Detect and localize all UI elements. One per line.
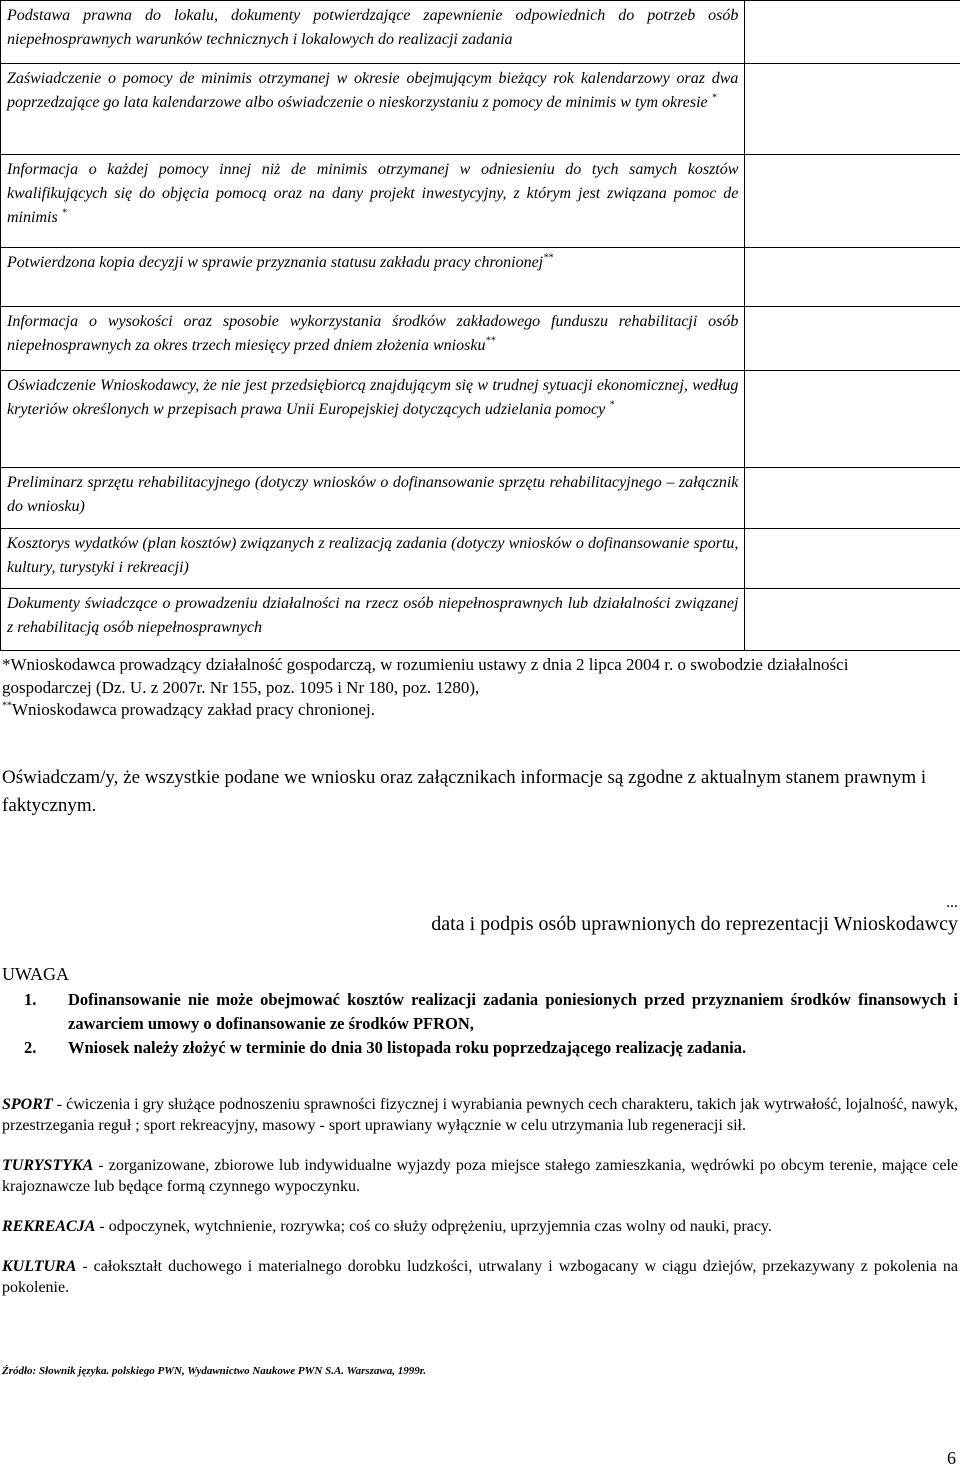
definition-rekreacja: REKREACJA - odpoczynek, wytchnienie, rozrywka; coś co służy odprężeniu, uprzyjemnia czas wolny od nauki, pracy.	[2, 1218, 772, 1235]
table-row	[1, 468, 960, 529]
attachment-description: Informacja o każdej pomocy innej niż de minimis otrzymanej w odniesieniu do tych samych kosztów kwalifikujących się do objęcia pomocą oraz na dany projekt inwestycyjny, z którym jest związana pomoc de minimis *	[1, 155, 745, 248]
table-row	[1, 371, 960, 468]
footnote-single-asterisk: *Wnioskodawca prowadzący działalność gospodarczą, w rozumieniu ustawy z dnia 2 lipca 2004 r. o swobodzie działalności gospodarczej (Dz. U. z 2007r. Nr 155, poz. 1095 i Nr 180, poz. 1280),	[2, 655, 849, 697]
attachment-checkbox-cell[interactable]	[745, 1, 960, 64]
attachment-description: Oświadczenie Wnioskodawcy, że nie jest przedsiębiorcą znajdującym się w trudnej sytuacji ekonomicznej, według kryteriów określonych w przepisach prawa Unii Europejskiej dotyczących udzielania pomocy *	[1, 371, 745, 468]
definition-turystyka: TURYSTYKA - zorganizowane, zbiorowe lub indywidualne wyjazdy poza miejsce stałego zamieszkania, wędrówki po obcym terenie, mające cele krajoznawcze lub będące formą czynnego wypoczynku.	[2, 1157, 958, 1195]
attachment-description: Podstawa prawna do lokalu, dokumenty potwierdzające zapewnienie odpowiednich do potrzeb osób niepełnosprawnych warunków technicznych i lokalowych do realizacji zadania	[1, 1, 745, 64]
attachment-checkbox-cell[interactable]	[745, 307, 960, 371]
attachment-checkbox-cell[interactable]	[745, 589, 960, 651]
attachment-description: Dokumenty świadczące o prowadzeniu działalności na rzecz osób niepełnosprawnych lub działalności związanej z rehabilitacją osób niepełnosprawnych	[1, 589, 745, 651]
attachment-description: Potwierdzona kopia decyzji w sprawie przyznania statusu zakładu pracy chronionej**	[1, 248, 745, 307]
attachment-description: Preliminarz sprzętu rehabilitacyjnego (dotyczy wniosków o dofinansowanie sprzętu rehabilitacyjnego – załącznik do wniosku)	[1, 468, 745, 529]
table-row	[1, 64, 960, 155]
table-row	[1, 248, 960, 307]
definition-sport: SPORT - ćwiczenia i gry służące podnoszeniu sprawności fizycznej i wyrabiania pewnych cech charakteru, takich jak wytrwałość, lojalność, nawyk, przestrzegania reguł ; sport rekreacyjny, masowy - sport uprawiany wyłącznie w celu utrzymania lub regeneracji sił.	[2, 1096, 958, 1134]
table-row	[1, 155, 960, 248]
attachment-checkbox-cell[interactable]	[745, 64, 960, 155]
attachment-checkbox-cell[interactable]	[745, 155, 960, 248]
definitions	[2, 1094, 958, 1317]
table-row	[1, 589, 960, 651]
attachments-table	[0, 0, 960, 651]
attachment-checkbox-cell[interactable]	[745, 248, 960, 307]
signature-label: data i podpis osób uprawnionych do reprezentacji Wnioskodawcy	[431, 913, 958, 935]
attachment-description: Kosztorys wydatków (plan kosztów) związanych z realizacją zadania (dotyczy wniosków o dofinansowanie sportu, kultury, turystyki i rekreacji)	[1, 529, 745, 589]
page-number: 6	[947, 1448, 956, 1468]
list-item: 2. Wniosek należy złożyć w terminie do dnia 30 listopada roku poprzedzającego realizację zadania.	[24, 1038, 747, 1057]
notice-heading: UWAGA	[2, 964, 69, 984]
table-row	[1, 307, 960, 371]
signature-line: ...	[946, 894, 958, 911]
footnote-double-asterisk: **Wnioskodawca prowadzący zakład pracy chronionej.	[2, 700, 375, 719]
definition-kultura: KULTURA - całokształt duchowego i materialnego dorobku ludzkości, utrwalany i wzbogacany w ciągu dziejów, przekazywany z pokolenia na pokolenie.	[2, 1258, 958, 1296]
table-row	[1, 1, 960, 64]
list-item: 1. Dofinansowanie nie może obejmować kosztów realizacji zadania poniesionych przed przyznaniem środków finansowych i zawarciem umowy o dofinansowanie ze środków PFRON,	[24, 990, 958, 1033]
attachment-checkbox-cell[interactable]	[745, 371, 960, 468]
source-citation: Źródło: Słownik języka. polskiego PWN, Wydawnictwo Naukowe PWN S.A. Warszawa, 1999r.	[2, 1365, 427, 1377]
attachment-description: Zaświadczenie o pomocy de minimis otrzymanej w okresie obejmującym bieżący rok kalendarzowy oraz dwa poprzedzające go lata kalendarzowe albo oświadczenie o nieskorzystaniu z pomocy de minimis w tym okresie *	[1, 64, 745, 155]
notice-list	[0, 988, 958, 1060]
table-row	[1, 529, 960, 589]
declaration-statement: Oświadczam/y, że wszystkie podane we wniosku oraz załącznikach informacje są zgodne z aktualnym stanem prawnym i faktycznym.	[2, 767, 927, 816]
attachment-checkbox-cell[interactable]	[745, 468, 960, 529]
attachment-description: Informacja o wysokości oraz sposobie wykorzystania środków zakładowego funduszu rehabilitacji osób niepełnosprawnych za okres trzech miesięcy przed dniem złożenia wniosku**	[1, 307, 745, 371]
attachment-checkbox-cell[interactable]	[745, 529, 960, 589]
footnotes	[2, 654, 942, 722]
